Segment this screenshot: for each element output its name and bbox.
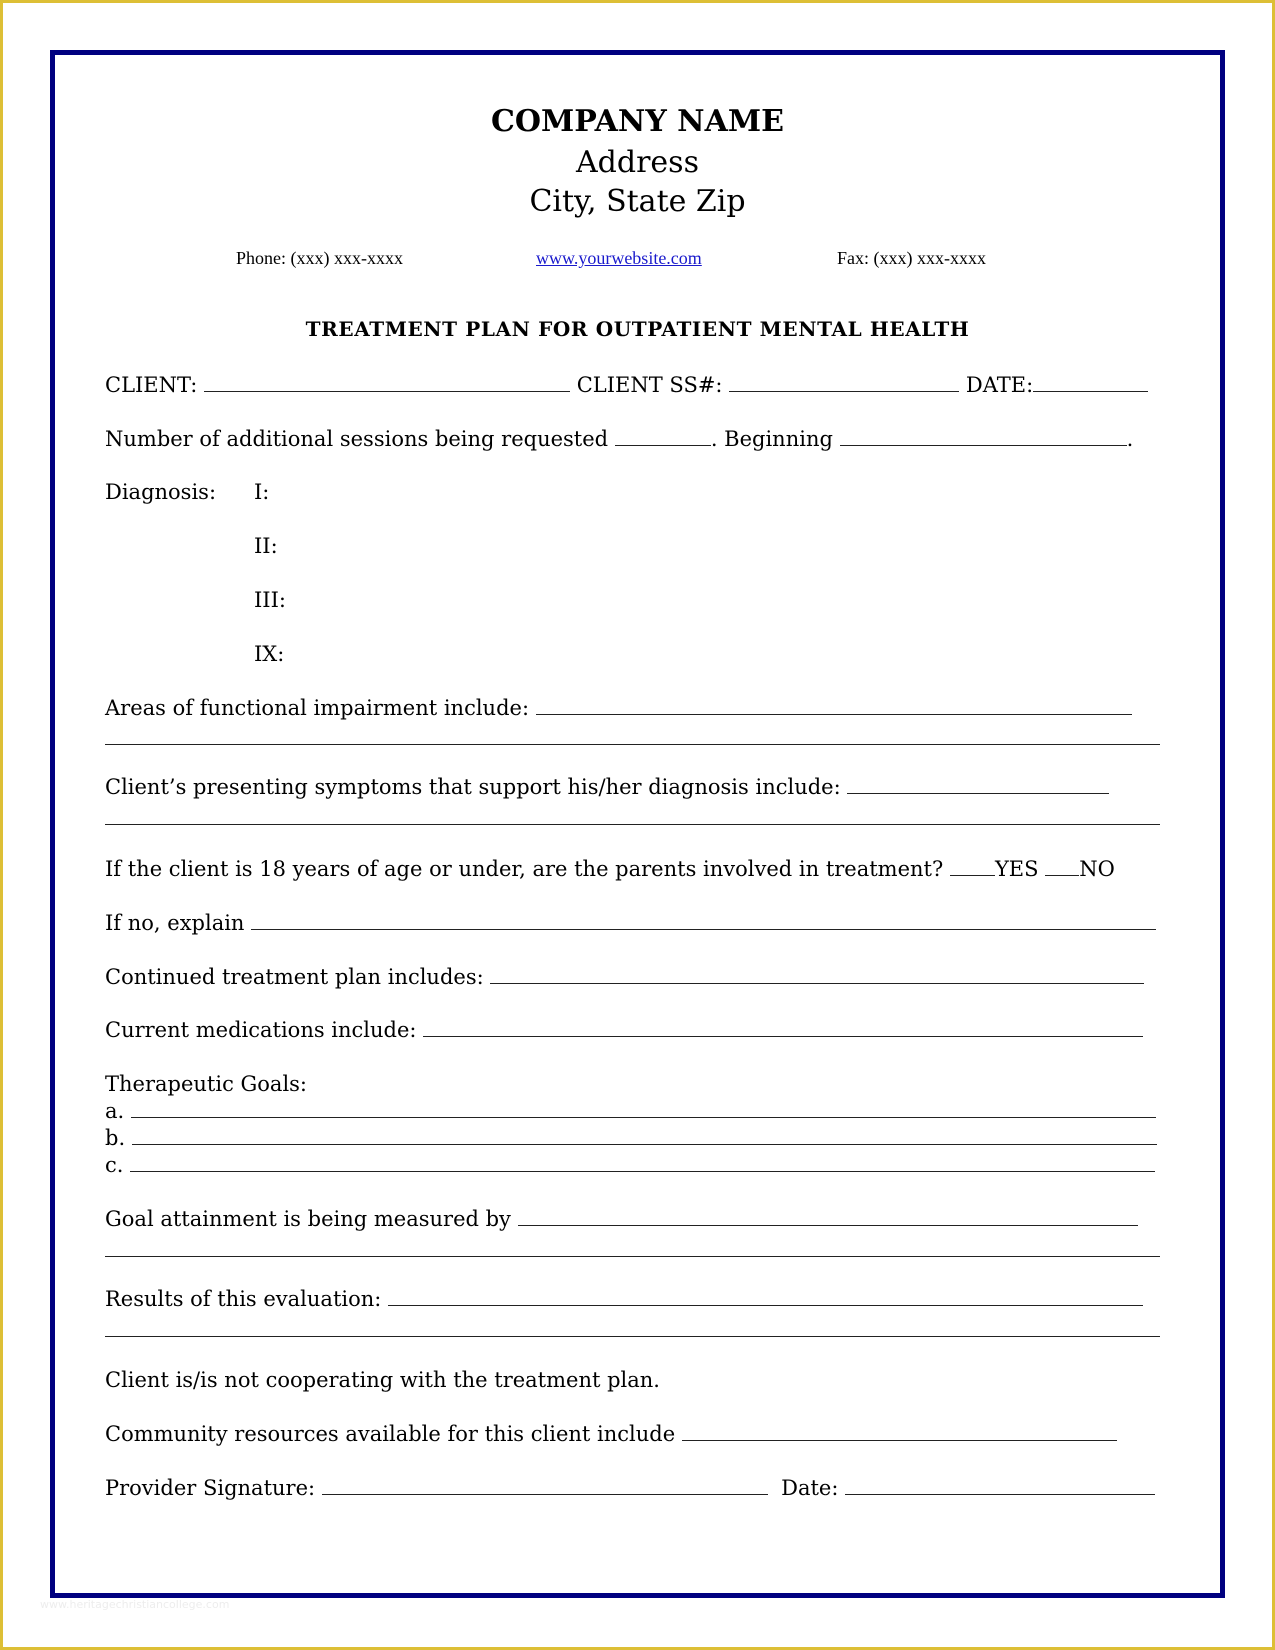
watermark-text: www.heritagechristiancollege.com — [40, 1598, 230, 1611]
client-field[interactable] — [204, 371, 570, 392]
impairment-row — [105, 694, 1132, 722]
date-label: DATE: — [965, 373, 1034, 397]
results-field[interactable] — [388, 1285, 1143, 1306]
if-no-row — [105, 909, 1156, 937]
if-no-field[interactable] — [251, 909, 1156, 930]
results-row — [105, 1285, 1143, 1313]
client-label: CLIENT: — [105, 373, 198, 397]
signature-field[interactable] — [322, 1474, 768, 1495]
goals-label: Therapeutic Goals: — [105, 1072, 308, 1096]
goal-attainment-row — [105, 1205, 1138, 1233]
sessions-label: Number of additional sessions being requested — [105, 427, 609, 451]
company-name: COMPANY NAME — [491, 104, 784, 139]
phone-text: Phone: (xxx) xxx-xxxx — [236, 248, 403, 268]
diagnosis-label: Diagnosis: — [105, 480, 217, 504]
client-ss-field[interactable] — [729, 371, 959, 392]
continued-label: Continued treatment plan includes: — [105, 965, 484, 989]
goal-a-row — [105, 1097, 1156, 1125]
results-label: Results of this evaluation: — [105, 1287, 382, 1311]
signature-date-label: Date: — [781, 1476, 839, 1500]
goal-a-field[interactable] — [131, 1097, 1156, 1118]
period: . — [1126, 427, 1134, 451]
results-field-line-2[interactable] — [105, 1336, 1160, 1337]
company-address: Address — [576, 145, 699, 180]
if-no-label: If no, explain — [105, 911, 245, 935]
goal-c-label: c. — [105, 1153, 124, 1177]
goal-c-field[interactable] — [130, 1151, 1155, 1172]
symptoms-field-line-2[interactable] — [105, 824, 1160, 825]
medications-label: Current medications include: — [105, 1018, 417, 1042]
impairment-field-line-2[interactable] — [105, 744, 1160, 745]
yes-field[interactable] — [950, 855, 995, 876]
signature-label: Provider Signature: — [105, 1476, 316, 1500]
signature-row — [105, 1474, 1155, 1502]
continued-row — [105, 963, 1144, 991]
company-city-state-zip: City, State Zip — [529, 184, 746, 219]
website-link[interactable]: www.yourwebsite.com — [536, 248, 702, 268]
symptoms-label: Client’s presenting symptoms that support his/her diagnosis include: — [105, 775, 841, 799]
goal-attainment-field-line-2[interactable] — [105, 1256, 1160, 1257]
diagnosis-axis-i: I: — [254, 480, 270, 504]
no-field[interactable] — [1045, 855, 1079, 876]
community-field[interactable] — [682, 1420, 1117, 1441]
sessions-row — [105, 425, 1133, 453]
community-row — [105, 1420, 1117, 1448]
goal-b-field[interactable] — [132, 1124, 1157, 1145]
symptoms-row — [105, 773, 1109, 801]
goal-b-label: b. — [105, 1126, 126, 1150]
impairment-label: Areas of functional impairment include: — [105, 696, 530, 720]
goal-a-label: a. — [105, 1099, 125, 1123]
fax-text: Fax: (xxx) xxx-xxxx — [837, 248, 986, 268]
date-field[interactable] — [1033, 371, 1148, 392]
parents-row — [105, 855, 1115, 883]
goal-b-row — [105, 1124, 1157, 1152]
goal-c-row — [105, 1151, 1155, 1179]
goal-attainment-field[interactable] — [518, 1205, 1138, 1226]
impairment-field[interactable] — [536, 694, 1132, 715]
diagnosis-axis-ii: II: — [254, 534, 278, 558]
yes-label: YES — [994, 857, 1039, 881]
client-row — [105, 371, 1148, 399]
parents-question: If the client is 18 years of age or under, are the parents involved in treatment? — [105, 857, 944, 881]
no-label: NO — [1079, 857, 1115, 881]
beginning-label: . Beginning — [710, 427, 833, 451]
signature-date-field[interactable] — [845, 1474, 1155, 1495]
continued-field[interactable] — [490, 963, 1144, 984]
diagnosis-axis-iii: III: — [254, 588, 286, 612]
sessions-field[interactable] — [615, 425, 711, 446]
symptoms-field[interactable] — [847, 773, 1109, 794]
medications-row — [105, 1016, 1143, 1044]
goal-attainment-label: Goal attainment is being measured by — [105, 1207, 511, 1231]
beginning-field[interactable] — [840, 425, 1127, 446]
community-label: Community resources available for this client include — [105, 1422, 676, 1446]
diagnosis-axis-ix: IX: — [254, 642, 285, 666]
cooperating-text: Client is/is not cooperating with the treatment plan. — [105, 1368, 660, 1392]
medications-field[interactable] — [423, 1016, 1143, 1037]
client-ss-label: CLIENT SS#: — [576, 373, 723, 397]
form-title: TREATMENT PLAN FOR OUTPATIENT MENTAL HEALTH — [305, 317, 970, 341]
